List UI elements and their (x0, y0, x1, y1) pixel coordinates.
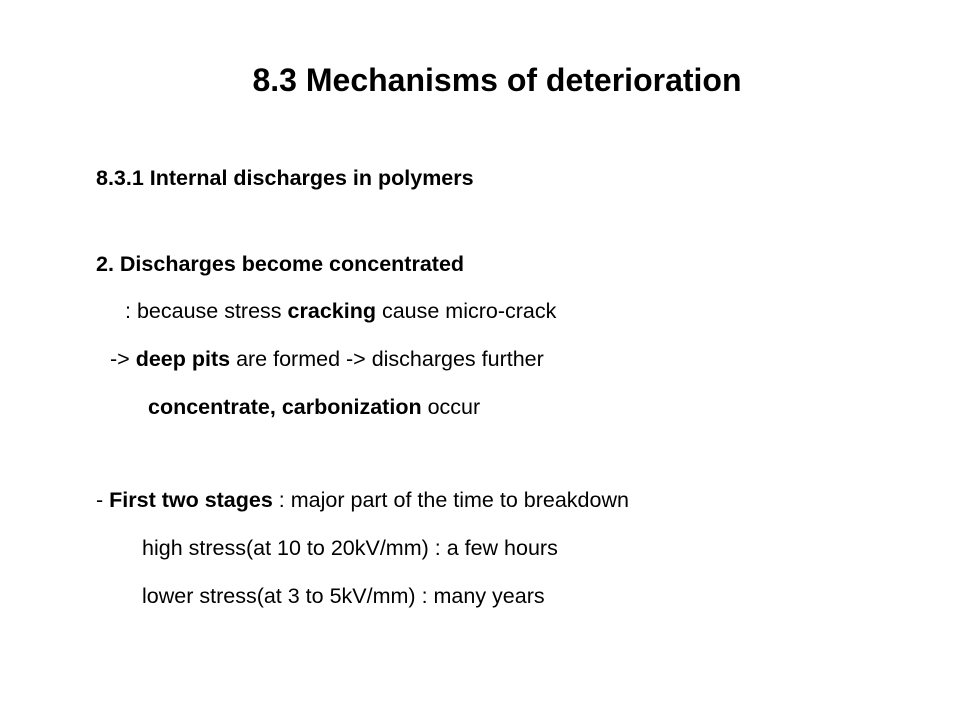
cause-line (125, 297, 556, 325)
slide-title: 8.3 Mechanisms of deterioration (252, 62, 742, 98)
pits-pre: -> (110, 347, 136, 371)
low-stress-line: lower stress(at 3 to 5kV/mm) : many years (142, 584, 545, 608)
cause-post: cause micro-crack (375, 299, 557, 323)
pits-line (110, 345, 544, 373)
high-stress-line: high stress(at 10 to 20kV/mm) : a few hours (142, 536, 558, 560)
stages-pre: - (96, 488, 110, 512)
pits-post: are formed -> discharges further (230, 347, 544, 371)
point-heading: 2. Discharges become concentrated (96, 252, 465, 276)
stages-line (96, 486, 629, 514)
stages-post: : major part of the time to breakdown (272, 488, 629, 512)
concentrate-line (148, 393, 480, 421)
cause-pre: : because stress (125, 299, 288, 323)
stages-bold: First two stages (109, 488, 273, 512)
pits-bold: deep pits (135, 347, 231, 371)
concentrate-bold: concentrate, carbonization (148, 395, 422, 419)
section-subtitle: 8.3.1 Internal discharges in polymers (96, 166, 474, 190)
concentrate-post: occur (421, 395, 481, 419)
cause-bold: cracking (287, 299, 376, 323)
